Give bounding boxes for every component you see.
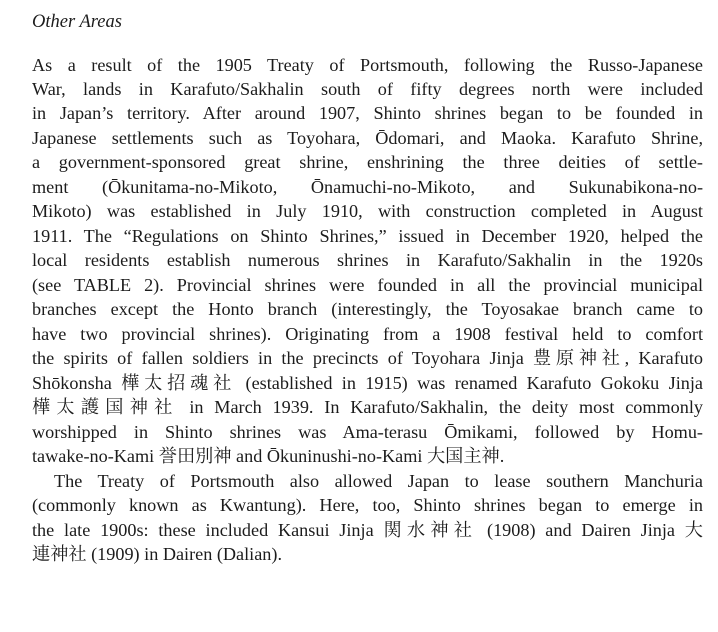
text-line: Japanese settlements such as Toyohara, Ōdomari, and Maoka. Karafuto Shrine,: [32, 128, 703, 148]
text-line: War, lands in Karafuto/Sakhalin south of fifty degrees north were included: [32, 79, 703, 99]
text-line: The Treaty of Portsmouth also allowed Japan to lease southern Manchuria: [54, 471, 703, 491]
text-line: ment (Ōkunitama-no-Mikoto, Ōnamuchi-no-Mikoto, and Sukunabikona-no-: [32, 177, 703, 197]
text-line: (commonly known as Kwantung). Here, too, Shinto shrines began to emerge in: [32, 495, 703, 515]
text-line: (see TABLE 2). Provincial shrines were founded in all the provincial municipal: [32, 275, 703, 295]
text-line: the spirits of fallen soldiers in the precincts of Toyohara Jinja 豊原神社, Karafuto: [32, 348, 703, 368]
text-line: 樺太護国神社 in March 1939. In Karafuto/Sakhalin, the deity most commonly: [32, 397, 703, 417]
text-line: a government-sponsored great shrine, enshrining the three deities of settle-: [32, 152, 703, 172]
text-line: the late 1900s: these included Kansui Jinja 関水神社 (1908) and Dairen Jinja 大: [32, 520, 703, 540]
text-line: worshipped in Shinto shrines was Ama-terasu Ōmikami, followed by Homu-: [32, 422, 703, 442]
section-heading: Other Areas: [32, 12, 122, 32]
text-line: in Japan’s territory. After around 1907, Shinto shrines began to be founded in: [32, 103, 703, 123]
text-line: local residents establish numerous shrines in Karafuto/Sakhalin in the 1920s: [32, 250, 703, 270]
text-line: 連神社 (1909) in Dairen (Dalian).: [32, 544, 283, 564]
text-line: 1911. The “Regulations on Shinto Shrines,” issued in December 1920, helped the: [32, 226, 703, 246]
text-line: Shōkonsha 樺太招魂社 (established in 1915) was renamed Karafuto Gokoku Jinja: [32, 373, 703, 393]
text-line: have two provincial shrines). Originating from a 1908 festival held to comfort: [32, 324, 703, 344]
text-line: Mikoto) was established in July 1910, with construction completed in August: [32, 201, 703, 221]
text-line: branches except the Honto branch (interestingly, the Toyosakae branch came to: [32, 299, 703, 319]
text-line: tawake-no-Kami 誉田別神 and Ōkuninushi-no-Kami 大国主神.: [32, 446, 505, 466]
text-line: As a result of the 1905 Treaty of Portsmouth, following the Russo-Japanese: [32, 55, 703, 75]
